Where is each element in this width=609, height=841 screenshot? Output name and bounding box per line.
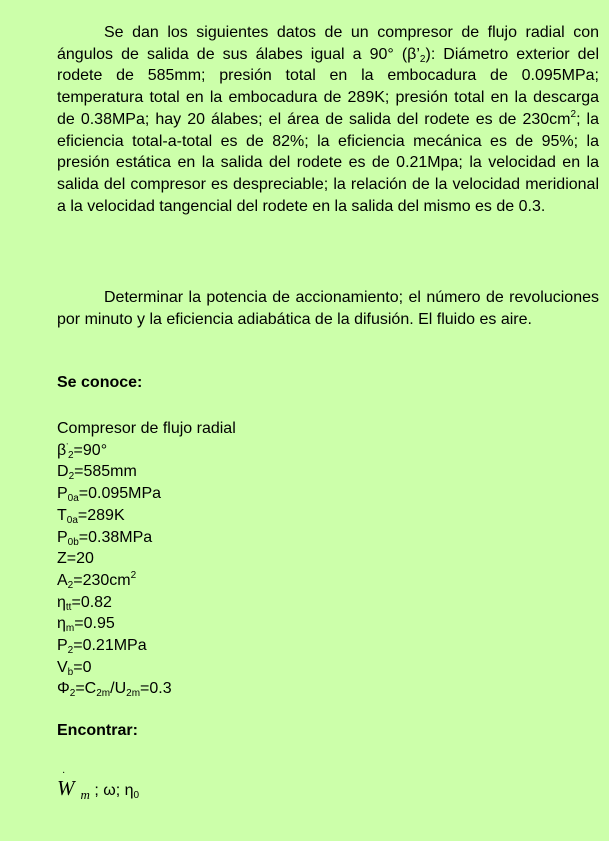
known-item: $V_b=0$ [57,658,92,678]
find-unknowns [57,768,140,803]
known-item: $P_{0b}=0.38MPa$ [57,528,153,548]
eta-subscript: 0 [133,790,140,801]
known-item: $\eta_m=0.95$ [57,615,115,635]
eta-symbol: η [124,782,134,799]
area-superscript: 2 [570,108,577,120]
find-separator: ; ω; [89,782,125,799]
beta-subscript: 2 [419,53,426,65]
known-item: $\eta_{tt}=0.82$ [57,593,112,613]
known-intro: Compresor de flujo radial [57,420,236,437]
known-item: $\beta_{^’2}=90^\circ$ [57,441,108,461]
problem-task: Determinar la potencia de accionamiento; el número de revoluciones por minuto y la eficiencia adiabática de la difusión. El fluido es aire. [57,289,599,328]
problem-statement [57,22,599,217]
known-item: $A_2=230cm^2$ [57,569,137,591]
known-heading: Se conoce: [57,374,143,391]
statement-text-a: Se dan los siguientes datos de un compresor de flujo radial con ángulos de salida de sus álabes igual a 90° (β’ [57,24,599,63]
known-item: $D_2=585mm$ [57,463,137,483]
known-item: Z=20 [57,550,94,568]
known-item-phi: $\Phi_2=C_{2m}/U_{2m}=0.3$ [57,680,172,700]
statement-text-c: ; la eficiencia total-a-total es de 82%; la eficiencia mecánica es de 95%; la presión estática en la salida del rodete es de 0.21Mpa; la velocidad en la salida del compresor es despreciable; la relación de la velocidad meridional a la velocidad tangencial del rodete en la salida del mismo es de 0.3. [57,110,599,215]
known-data-list [57,418,236,700]
known-item: $P_{0a}=0.095MPa$ [57,485,162,505]
find-heading: Encontrar: [57,722,138,739]
known-item: $T_{0a}=289K$ [57,506,125,526]
known-item: $P_2=0.21MPa$ [57,637,147,657]
power-symbol: · W m [57,768,90,802]
statement-text-b: ): Diámetro exterior del rodete de 585mm; presión total en la embocadura de 0.095MPa; temperatura total en la embocadura de 289K; presión total en la descarga de 0.38MPa; hay 20 álabes; el área de salida del rodete es de 230cm [57,45,600,128]
